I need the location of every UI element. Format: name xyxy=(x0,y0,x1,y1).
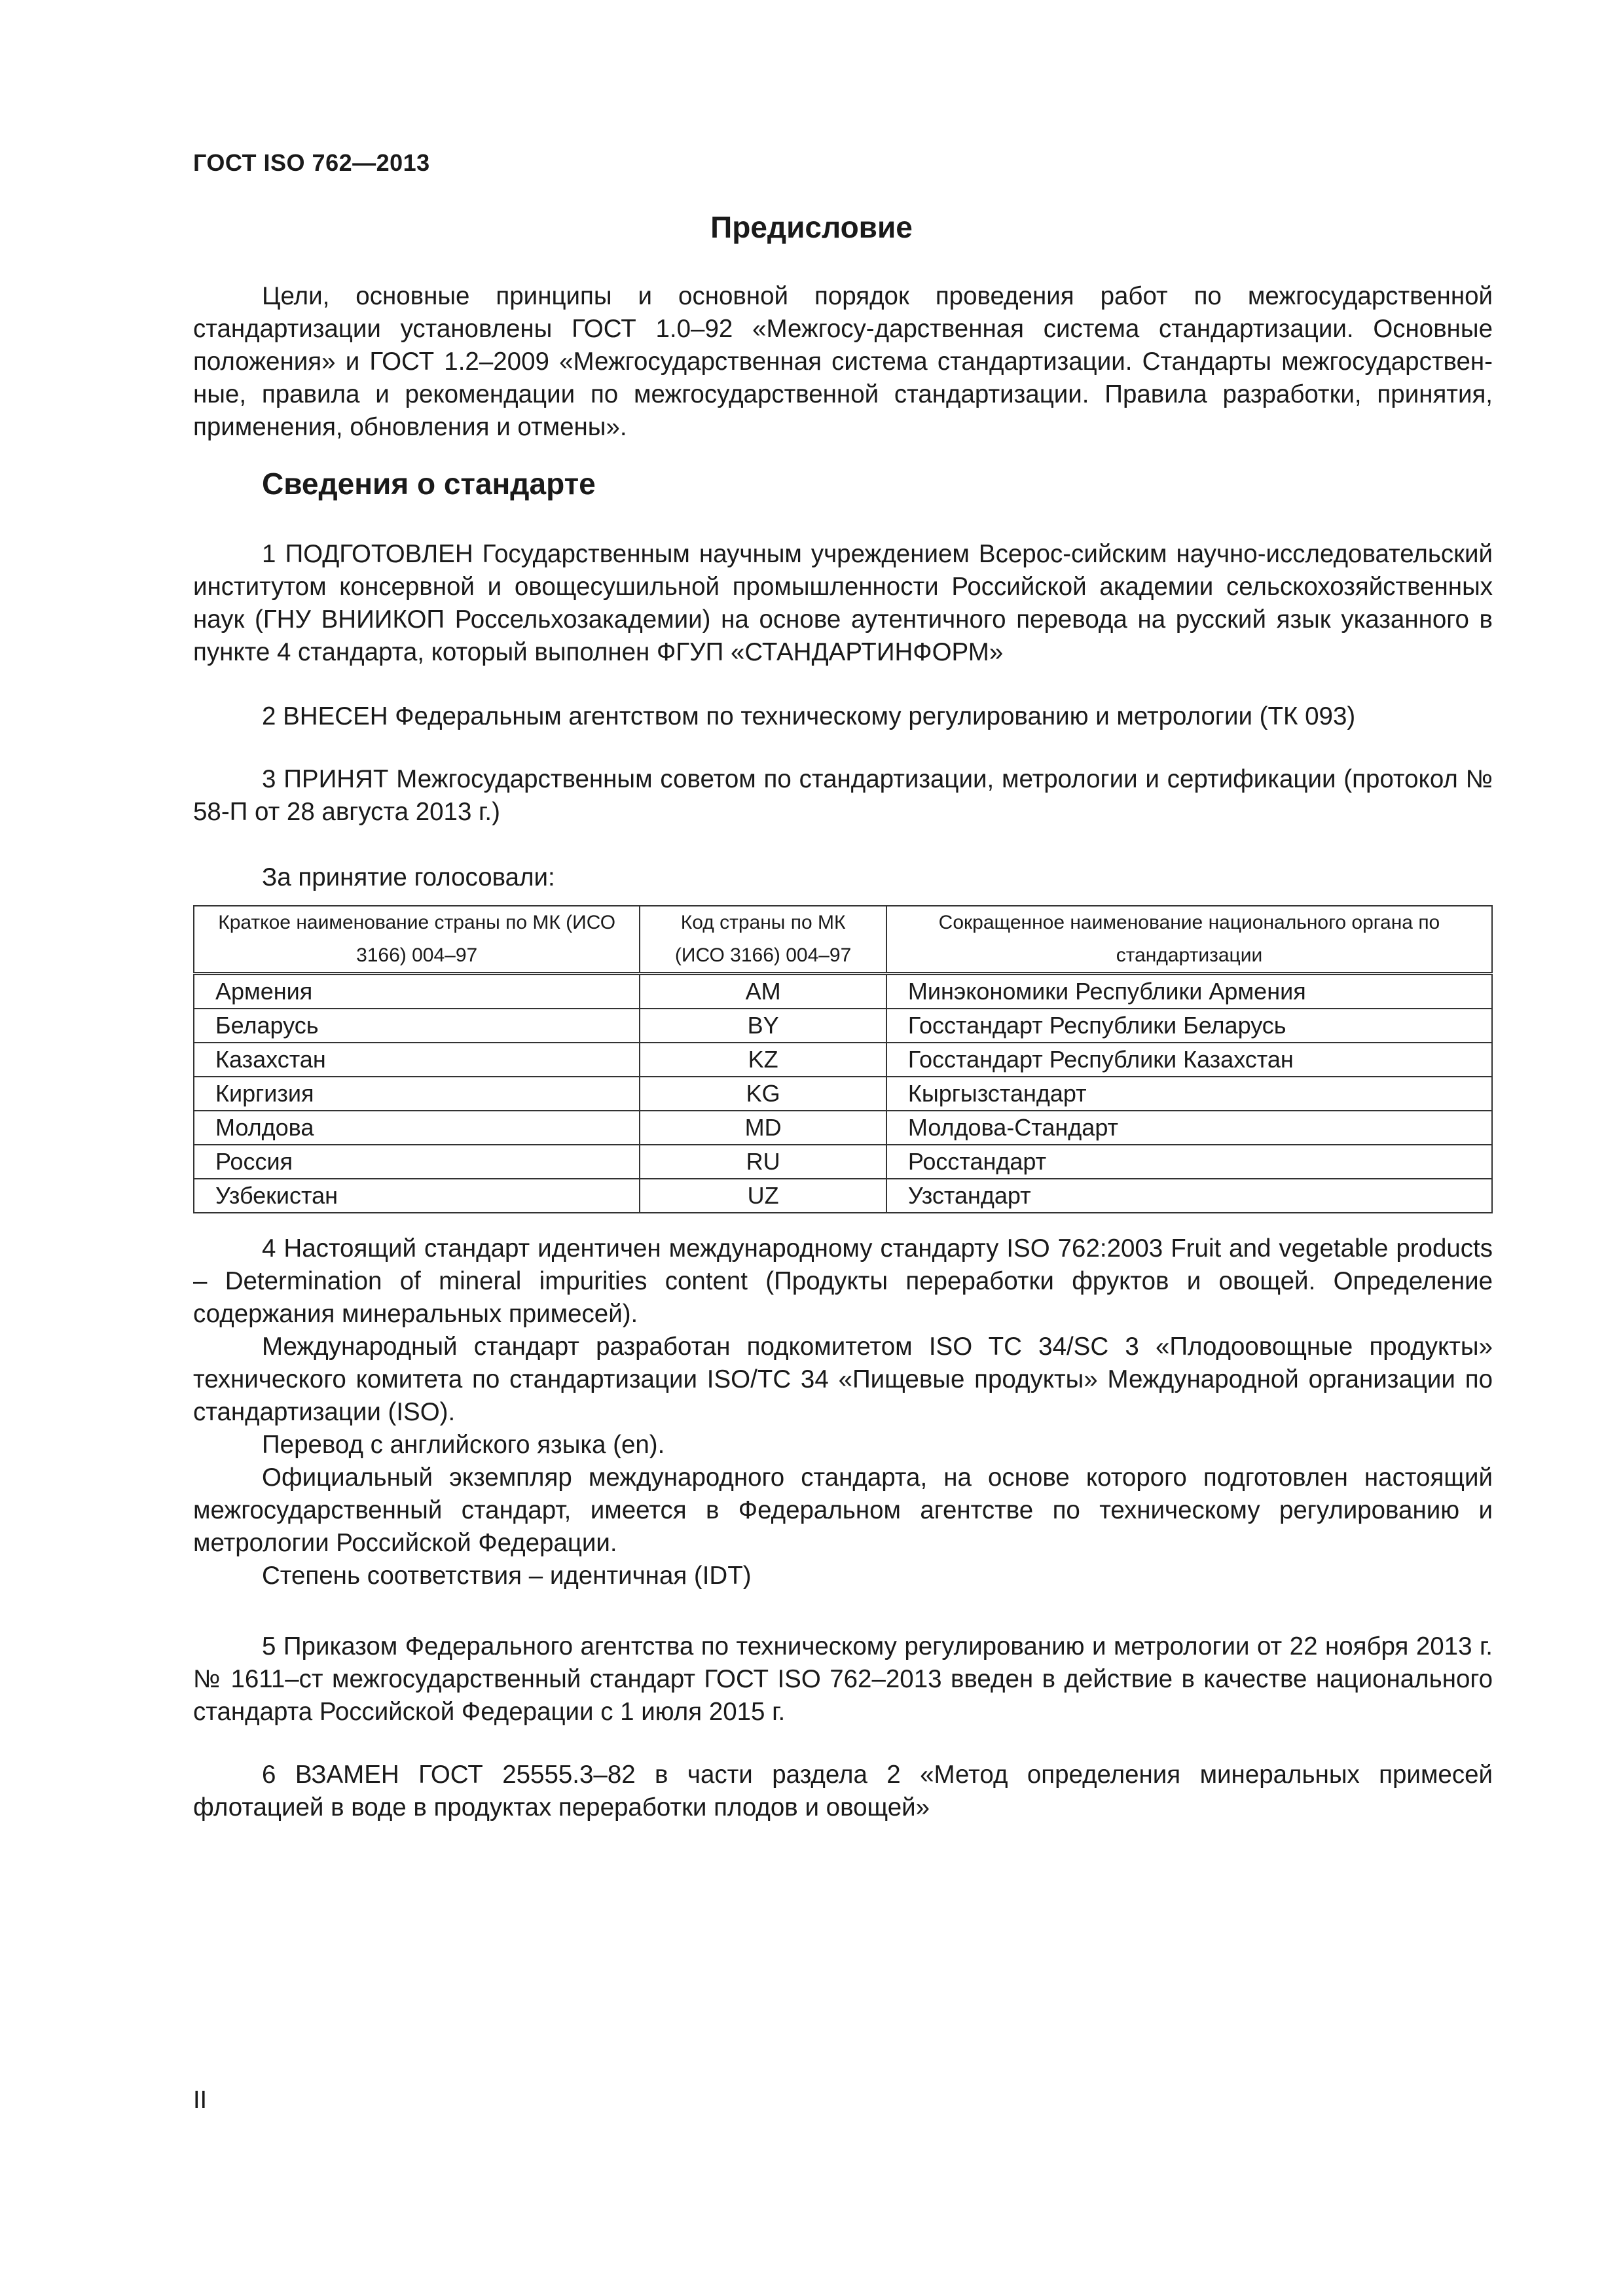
code-cell: RU xyxy=(640,1145,886,1179)
table-row xyxy=(194,1077,1492,1111)
agency-cell: Минэкономики Республики Армения xyxy=(886,974,1492,1009)
table-row xyxy=(194,1145,1492,1179)
column-header-agency: Сокращенное наименование национального органа по стандартизации xyxy=(886,906,1492,974)
code-cell: AM xyxy=(640,974,886,1009)
table-row xyxy=(194,974,1492,1009)
agency-cell: Молдова-Стандарт xyxy=(886,1111,1492,1145)
country-cell: Россия xyxy=(194,1145,640,1179)
table-row xyxy=(194,1111,1492,1145)
country-cell: Узбекистан xyxy=(194,1179,640,1213)
item-1-paragraph: 1 ПОДГОТОВЛЕН Государственным научным учреждением Всерос-сийским научно-исследовательский институтом консервной и овощесушильной промышленности Российской академии сельскохозяйственных наук (ГНУ ВНИИКОП Россельхозакадемии) на основе аутентичного перевода на русский язык указанного в пункте 4 стандарта, который выполнен ФГУП «СТАНДАРТИНФОРМ» xyxy=(193,540,1493,666)
voting-countries-table xyxy=(193,905,1493,1213)
item-4-block xyxy=(193,1232,1493,1592)
country-cell: Армения xyxy=(194,974,640,1009)
code-cell: UZ xyxy=(640,1179,886,1213)
document-code: ГОСТ ISO 762—2013 xyxy=(193,149,430,176)
code-cell: KZ xyxy=(640,1043,886,1077)
column-header-code: Код страны по МК (ИСО 3166) 004–97 xyxy=(640,906,886,974)
agency-cell: Госстандарт Республики Казахстан xyxy=(886,1043,1492,1077)
code-cell: KG xyxy=(640,1077,886,1111)
table-row xyxy=(194,1009,1492,1043)
item-3-paragraph: 3 ПРИНЯТ Межгосударственным советом по стандартизации, метрологии и сертификации (протокол № 58-П от 28 августа 2013 г.) xyxy=(193,765,1493,826)
preface-paragraph: Цели, основные принципы и основной порядок проведения работ по межгосударственной стандартизации установлены ГОСТ 1.0–92 «Межгосу-дарственная система стандартизации. Основные положения» и ГОСТ 1.2–2009 «Межгосударственная система стандартизации. Стандарты межгосударствен-ные, правила и рекомендации по межгосударственной стандартизации. Правила разработки, принятия, применения, обновления и отмены». xyxy=(193,282,1493,441)
preface-paragraph-block xyxy=(193,280,1493,444)
item-1-block xyxy=(193,538,1493,669)
vote-label: За принятие голосовали: xyxy=(262,863,555,891)
item-6-paragraph: 6 ВЗАМЕН ГОСТ 25555.3–82 в части раздела 2 «Метод определения минеральных примесей флотацией в воде в продуктах переработки плодов и овощей» xyxy=(193,1761,1493,1821)
column-header-country: Краткое наименование страны по МК (ИСО 3166) 004–97 xyxy=(194,906,640,974)
item-4-conformity-paragraph: Степень соответствия – идентичная (IDT) xyxy=(262,1562,752,1590)
item-6-block xyxy=(193,1759,1493,1824)
preface-heading: Предисловие xyxy=(710,210,913,244)
item-2-block xyxy=(193,700,1493,733)
table-row xyxy=(194,1179,1492,1213)
item-5-paragraph: 5 Приказом Федерального агентства по техническому регулированию и метрологии от 22 ноября 2013 г. № 1611–ст межгосударственный стандарт ГОСТ ISO 762–2013 введен в действие в качестве национального стандарта Российской Федерации с 1 июля 2015 г. xyxy=(193,1632,1493,1726)
table-row xyxy=(194,1043,1492,1077)
item-4-official-copy-paragraph: Официальный экземпляр международного стандарта, на основе которого подготовлен настоящий межгосударственный стандарт, имеется в Федеральном агентстве по техническому регулированию и метрологии Российской Федерации. xyxy=(193,1463,1493,1557)
code-cell: BY xyxy=(640,1009,886,1043)
agency-cell: Узстандарт xyxy=(886,1179,1492,1213)
agency-cell: Кыргызстандарт xyxy=(886,1077,1492,1111)
standard-info-heading: Сведения о стандарте xyxy=(262,467,596,501)
item-4-paragraph: 4 Настоящий стандарт идентичен международному стандарту ISO 762:2003 Fruit and vegetable products – Determination of mineral impurities content (Продукты переработки фруктов и овощей. Определение содержания минеральных примесей). xyxy=(193,1234,1493,1328)
item-5-block xyxy=(193,1630,1493,1729)
agency-cell: Росстандарт xyxy=(886,1145,1492,1179)
code-cell: MD xyxy=(640,1111,886,1145)
country-cell: Беларусь xyxy=(194,1009,640,1043)
item-2-paragraph: 2 ВНЕСЕН Федеральным агентством по техническому регулированию и метрологии (ТК 093) xyxy=(262,702,1356,730)
item-3-block xyxy=(193,763,1493,829)
item-4-developer-paragraph: Международный стандарт разработан подкомитетом ISO TC 34/SC 3 «Плодоовощные продукты» технического комитета по стандартизации ISO/TC 34 «Пищевые продукты» Международной организации по стандартизации (ISO). xyxy=(193,1333,1493,1426)
page-number: II xyxy=(193,2087,208,2114)
item-4-translation-paragraph: Перевод с английского языка (en). xyxy=(262,1431,665,1459)
country-cell: Казахстан xyxy=(194,1043,640,1077)
country-cell: Молдова xyxy=(194,1111,640,1145)
table-header-row xyxy=(194,906,1492,974)
agency-cell: Госстандарт Республики Беларусь xyxy=(886,1009,1492,1043)
country-cell: Киргизия xyxy=(194,1077,640,1111)
